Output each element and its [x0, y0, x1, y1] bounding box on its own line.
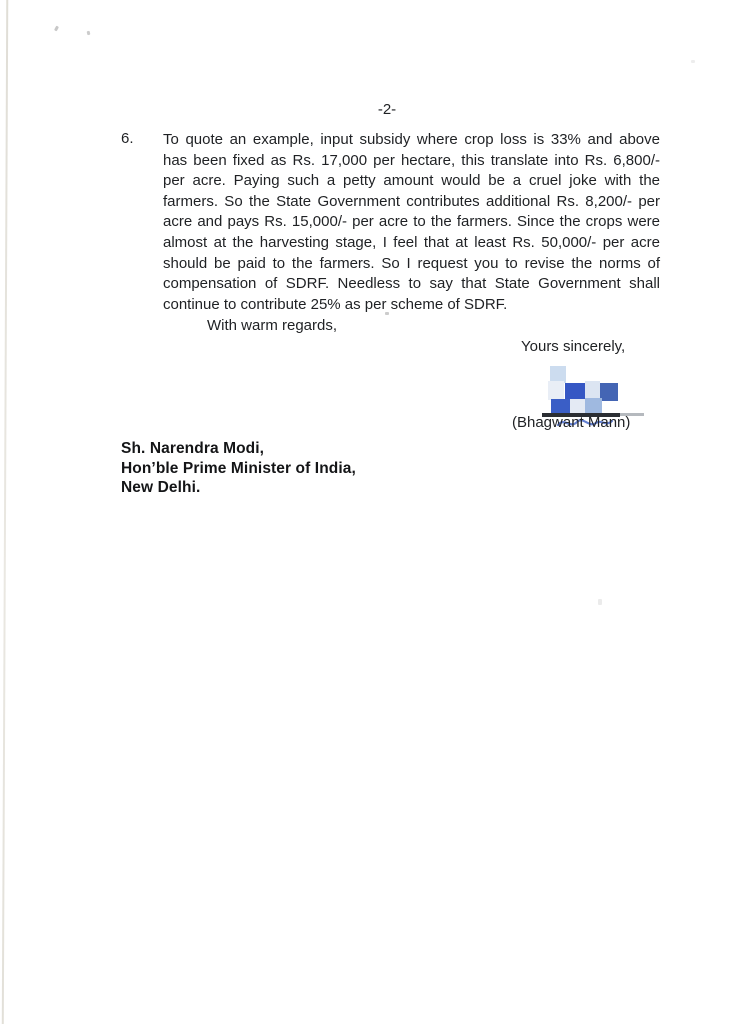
- signature-mosaic: [540, 364, 645, 420]
- paragraph-line: has been fixed as Rs. 17,000 per hectare, this translate into Rs. 6,800/-: [163, 151, 660, 169]
- scan-speck: [87, 31, 91, 36]
- paragraph-line: compensation of SDRF. Needless to say that State Government shall: [163, 275, 660, 293]
- paragraph-line: should be paid to the farmers. So I request you to revise the norms of: [163, 254, 660, 272]
- signature-block: [585, 398, 602, 413]
- signature-block: [600, 383, 618, 401]
- paragraph-line: farmers. So the State Government contributes additional Rs. 8,200/- per: [163, 192, 660, 210]
- paragraph-body: [163, 130, 660, 315]
- scan-edge-line: [2, 0, 9, 1024]
- signature-block: [548, 381, 564, 400]
- signatory-name: (Bhagwant Mann): [512, 414, 631, 431]
- scan-speck: [691, 60, 695, 63]
- paragraph-line: continue to contribute 25% as per scheme of SDRF.: [163, 295, 508, 313]
- paragraph-line: acre and pays Rs. 15,000/- per acre to the farmers. Since the crops were: [163, 213, 660, 231]
- scan-speck: [54, 26, 59, 32]
- recipient-city: New Delhi.: [121, 479, 201, 496]
- paragraph-number: 6.: [121, 130, 134, 147]
- closing-sincerely: Yours sincerely,: [521, 338, 626, 355]
- scan-speck: [598, 599, 602, 605]
- recipient-block: [121, 439, 356, 498]
- paragraph-line: To quote an example, input subsidy where crop loss is 33% and above: [163, 131, 660, 148]
- paragraph-line: almost at the harvesting stage, I feel that at least Rs. 50,000/- per acre: [163, 233, 660, 251]
- page-number: -2-: [377, 101, 397, 118]
- signature-block: [585, 381, 600, 399]
- signature-block: [570, 399, 585, 413]
- closing-regards: With warm regards,: [207, 317, 338, 334]
- paragraph-line: per acre. Paying such a petty amount would be a cruel joke with the: [163, 172, 660, 190]
- recipient-name: Sh. Narendra Modi,: [121, 440, 265, 457]
- recipient-title: Hon’ble Prime Minister of India,: [121, 459, 356, 477]
